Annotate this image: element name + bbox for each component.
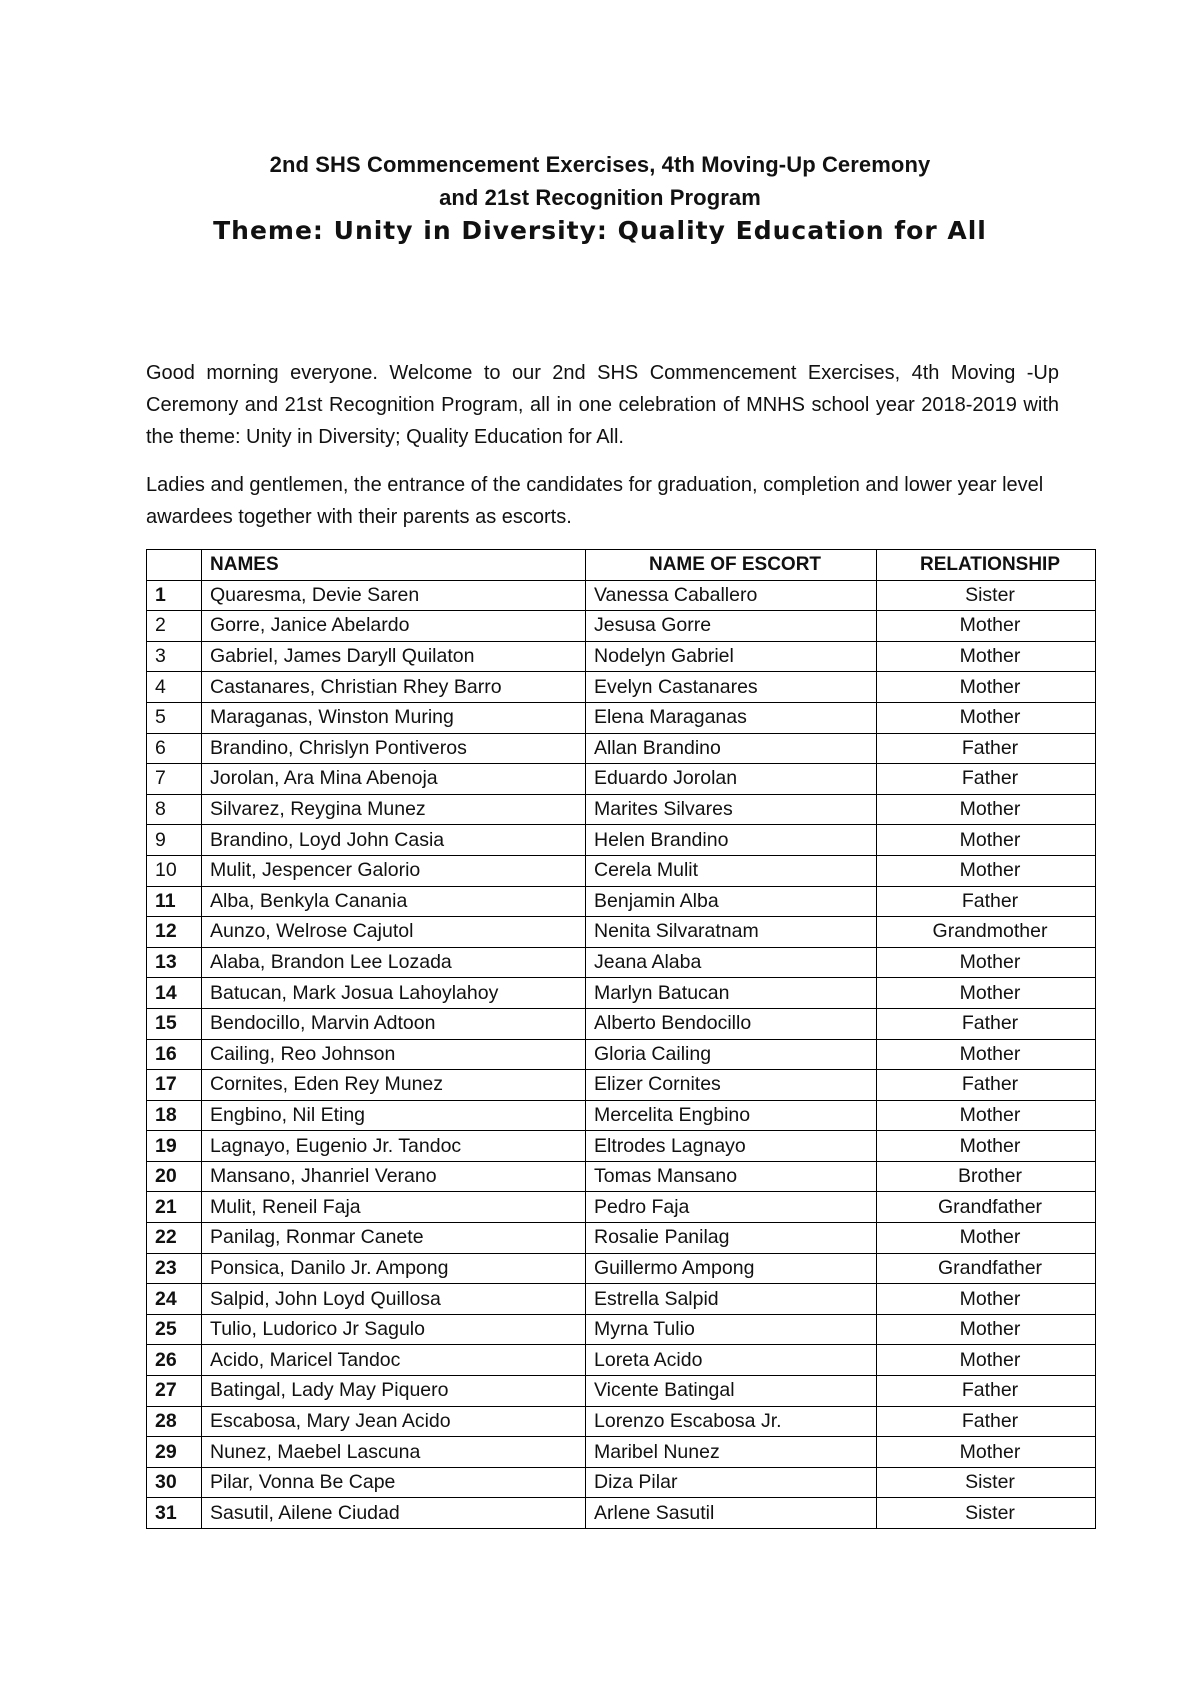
escort-name: Eduardo Jorolan xyxy=(586,764,877,795)
table-row xyxy=(147,764,1096,795)
student-name: Nunez, Maebel Lascuna xyxy=(202,1437,586,1468)
relationship: Mother xyxy=(877,672,1096,703)
student-name: Castanares, Christian Rhey Barro xyxy=(202,672,586,703)
table-row xyxy=(147,794,1096,825)
relationship: Mother xyxy=(877,855,1096,886)
table-row xyxy=(147,641,1096,672)
header-relationship: RELATIONSHIP xyxy=(877,550,1096,581)
table-row xyxy=(147,672,1096,703)
student-name: Gorre, Janice Abelardo xyxy=(202,611,586,642)
relationship: Mother xyxy=(877,1345,1096,1376)
student-name: Brandino, Chrislyn Pontiveros xyxy=(202,733,586,764)
row-number: 17 xyxy=(147,1070,202,1101)
student-name: Batingal, Lady May Piquero xyxy=(202,1376,586,1407)
escort-name: Nenita Silvaratnam xyxy=(586,917,877,948)
table-row xyxy=(147,1498,1096,1529)
student-name: Acido, Maricel Tandoc xyxy=(202,1345,586,1376)
table-row xyxy=(147,917,1096,948)
row-number: 2 xyxy=(147,611,202,642)
table-row xyxy=(147,1161,1096,1192)
escort-name: Benjamin Alba xyxy=(586,886,877,917)
row-number: 8 xyxy=(147,794,202,825)
table-row xyxy=(147,886,1096,917)
header-names: NAMES xyxy=(202,550,586,581)
escort-name: Guillermo Ampong xyxy=(586,1253,877,1284)
relationship: Father xyxy=(877,1406,1096,1437)
row-number: 3 xyxy=(147,641,202,672)
student-name: Engbino, Nil Eting xyxy=(202,1100,586,1131)
welcome-paragraph: Good morning everyone. Welcome to our 2nd SHS Commencement Exercises, 4th Moving -Up Ceremony and 21st Recognition Program, all in one celebration of MNHS school year 2018-2019 with the theme: Unity in Diversity; Quality Education for All. xyxy=(146,362,1059,448)
title-line-1: 2nd SHS Commencement Exercises, 4th Moving-Up Ceremony xyxy=(269,152,931,177)
table-row xyxy=(147,611,1096,642)
row-number: 20 xyxy=(147,1161,202,1192)
title-line-2: and 21st Recognition Program xyxy=(439,185,761,210)
table-row xyxy=(147,1284,1096,1315)
student-name: Alba, Benkyla Canania xyxy=(202,886,586,917)
table-row xyxy=(147,1070,1096,1101)
table-row xyxy=(147,733,1096,764)
header-number xyxy=(147,550,202,581)
escort-name: Maribel Nunez xyxy=(586,1437,877,1468)
row-number: 18 xyxy=(147,1100,202,1131)
escort-name: Evelyn Castanares xyxy=(586,672,877,703)
relationship: Mother xyxy=(877,1039,1096,1070)
row-number: 31 xyxy=(147,1498,202,1529)
theme-heading: Theme: Unity in Diversity: Quality Education for All xyxy=(213,216,987,245)
relationship: Mother xyxy=(877,611,1096,642)
row-number: 1 xyxy=(147,580,202,611)
table-row xyxy=(147,1345,1096,1376)
relationship: Father xyxy=(877,886,1096,917)
relationship: Mother xyxy=(877,641,1096,672)
escort-name: Jeana Alaba xyxy=(586,947,877,978)
table-row xyxy=(147,1467,1096,1498)
escort-name: Gloria Cailing xyxy=(586,1039,877,1070)
relationship: Father xyxy=(877,1008,1096,1039)
row-number: 6 xyxy=(147,733,202,764)
escort-name: Estrella Salpid xyxy=(586,1284,877,1315)
table-row xyxy=(147,1039,1096,1070)
table-row xyxy=(147,1223,1096,1254)
relationship: Mother xyxy=(877,1131,1096,1162)
row-number: 13 xyxy=(147,947,202,978)
header-escort: NAME OF ESCORT xyxy=(586,550,877,581)
escort-name: Vanessa Caballero xyxy=(586,580,877,611)
row-number: 30 xyxy=(147,1467,202,1498)
row-number: 24 xyxy=(147,1284,202,1315)
table-row xyxy=(147,702,1096,733)
relationship: Mother xyxy=(877,794,1096,825)
row-number: 9 xyxy=(147,825,202,856)
escort-name: Myrna Tulio xyxy=(586,1314,877,1345)
relationship: Father xyxy=(877,733,1096,764)
row-number: 15 xyxy=(147,1008,202,1039)
relationship: Mother xyxy=(877,1284,1096,1315)
relationship: Sister xyxy=(877,580,1096,611)
table-header-row xyxy=(147,550,1096,581)
relationship: Father xyxy=(877,764,1096,795)
relationship: Grandmother xyxy=(877,917,1096,948)
table-row xyxy=(147,978,1096,1009)
row-number: 27 xyxy=(147,1376,202,1407)
table-row xyxy=(147,1253,1096,1284)
student-name: Alaba, Brandon Lee Lozada xyxy=(202,947,586,978)
row-number: 16 xyxy=(147,1039,202,1070)
relationship: Grandfather xyxy=(877,1192,1096,1223)
student-name: Aunzo, Welrose Cajutol xyxy=(202,917,586,948)
student-name: Salpid, John Loyd Quillosa xyxy=(202,1284,586,1315)
relationship: Mother xyxy=(877,978,1096,1009)
table-row xyxy=(147,1192,1096,1223)
relationship: Mother xyxy=(877,702,1096,733)
relationship: Mother xyxy=(877,1314,1096,1345)
table-row xyxy=(147,1376,1096,1407)
row-number: 10 xyxy=(147,855,202,886)
table-body xyxy=(147,580,1096,1528)
escort-name: Loreta Acido xyxy=(586,1345,877,1376)
escort-name: Alberto Bendocillo xyxy=(586,1008,877,1039)
escort-name: Vicente Batingal xyxy=(586,1376,877,1407)
escort-name: Helen Brandino xyxy=(586,825,877,856)
row-number: 29 xyxy=(147,1437,202,1468)
student-name: Brandino, Loyd John Casia xyxy=(202,825,586,856)
relationship: Mother xyxy=(877,1223,1096,1254)
table-row xyxy=(147,947,1096,978)
table-row xyxy=(147,1314,1096,1345)
student-name: Lagnayo, Eugenio Jr. Tandoc xyxy=(202,1131,586,1162)
escort-name: Jesusa Gorre xyxy=(586,611,877,642)
escort-name: Diza Pilar xyxy=(586,1467,877,1498)
escort-name: Lorenzo Escabosa Jr. xyxy=(586,1406,877,1437)
student-name: Mulit, Jespencer Galorio xyxy=(202,855,586,886)
row-number: 7 xyxy=(147,764,202,795)
student-name: Gabriel, James Daryll Quilaton xyxy=(202,641,586,672)
student-name: Escabosa, Mary Jean Acido xyxy=(202,1406,586,1437)
row-number: 26 xyxy=(147,1345,202,1376)
relationship: Mother xyxy=(877,1100,1096,1131)
entrance-paragraph: Ladies and gentlemen, the entrance of the candidates for graduation, completion and lower year level awardees together with their parents as escorts. xyxy=(146,474,1044,528)
table-row xyxy=(147,855,1096,886)
table-row xyxy=(147,825,1096,856)
escort-name: Rosalie Panilag xyxy=(586,1223,877,1254)
student-name: Batucan, Mark Josua Lahoylahoy xyxy=(202,978,586,1009)
student-name: Bendocillo, Marvin Adtoon xyxy=(202,1008,586,1039)
student-name: Tulio, Ludorico Jr Sagulo xyxy=(202,1314,586,1345)
student-name: Mansano, Jhanriel Verano xyxy=(202,1161,586,1192)
escort-name: Elizer Cornites xyxy=(586,1070,877,1101)
relationship: Mother xyxy=(877,947,1096,978)
student-name: Mulit, Reneil Faja xyxy=(202,1192,586,1223)
student-name: Panilag, Ronmar Canete xyxy=(202,1223,586,1254)
escort-name: Mercelita Engbino xyxy=(586,1100,877,1131)
escort-name: Eltrodes Lagnayo xyxy=(586,1131,877,1162)
student-name: Jorolan, Ara Mina Abenoja xyxy=(202,764,586,795)
escort-table xyxy=(146,549,1096,1529)
student-name: Sasutil, Ailene Ciudad xyxy=(202,1498,586,1529)
row-number: 5 xyxy=(147,702,202,733)
student-name: Cailing, Reo Johnson xyxy=(202,1039,586,1070)
escort-name: Marlyn Batucan xyxy=(586,978,877,1009)
row-number: 21 xyxy=(147,1192,202,1223)
table-row xyxy=(147,1406,1096,1437)
escort-name: Cerela Mulit xyxy=(586,855,877,886)
student-name: Silvarez, Reygina Munez xyxy=(202,794,586,825)
escort-name: Allan Brandino xyxy=(586,733,877,764)
row-number: 23 xyxy=(147,1253,202,1284)
relationship: Sister xyxy=(877,1467,1096,1498)
row-number: 11 xyxy=(147,886,202,917)
student-name: Quaresma, Devie Saren xyxy=(202,580,586,611)
student-name: Ponsica, Danilo Jr. Ampong xyxy=(202,1253,586,1284)
table-row xyxy=(147,1437,1096,1468)
relationship: Mother xyxy=(877,1437,1096,1468)
escort-name: Marites Silvares xyxy=(586,794,877,825)
relationship: Father xyxy=(877,1070,1096,1101)
relationship: Mother xyxy=(877,825,1096,856)
student-name: Cornites, Eden Rey Munez xyxy=(202,1070,586,1101)
escort-name: Tomas Mansano xyxy=(586,1161,877,1192)
row-number: 14 xyxy=(147,978,202,1009)
row-number: 25 xyxy=(147,1314,202,1345)
row-number: 12 xyxy=(147,917,202,948)
relationship: Sister xyxy=(877,1498,1096,1529)
relationship: Father xyxy=(877,1376,1096,1407)
relationship: Brother xyxy=(877,1161,1096,1192)
row-number: 19 xyxy=(147,1131,202,1162)
relationship: Grandfather xyxy=(877,1253,1096,1284)
table-row xyxy=(147,580,1096,611)
table-row xyxy=(147,1008,1096,1039)
escort-name: Elena Maraganas xyxy=(586,702,877,733)
table-row xyxy=(147,1100,1096,1131)
row-number: 4 xyxy=(147,672,202,703)
student-name: Maraganas, Winston Muring xyxy=(202,702,586,733)
escort-name: Pedro Faja xyxy=(586,1192,877,1223)
escort-name: Nodelyn Gabriel xyxy=(586,641,877,672)
row-number: 28 xyxy=(147,1406,202,1437)
table-row xyxy=(147,1131,1096,1162)
student-name: Pilar, Vonna Be Cape xyxy=(202,1467,586,1498)
row-number: 22 xyxy=(147,1223,202,1254)
escort-name: Arlene Sasutil xyxy=(586,1498,877,1529)
